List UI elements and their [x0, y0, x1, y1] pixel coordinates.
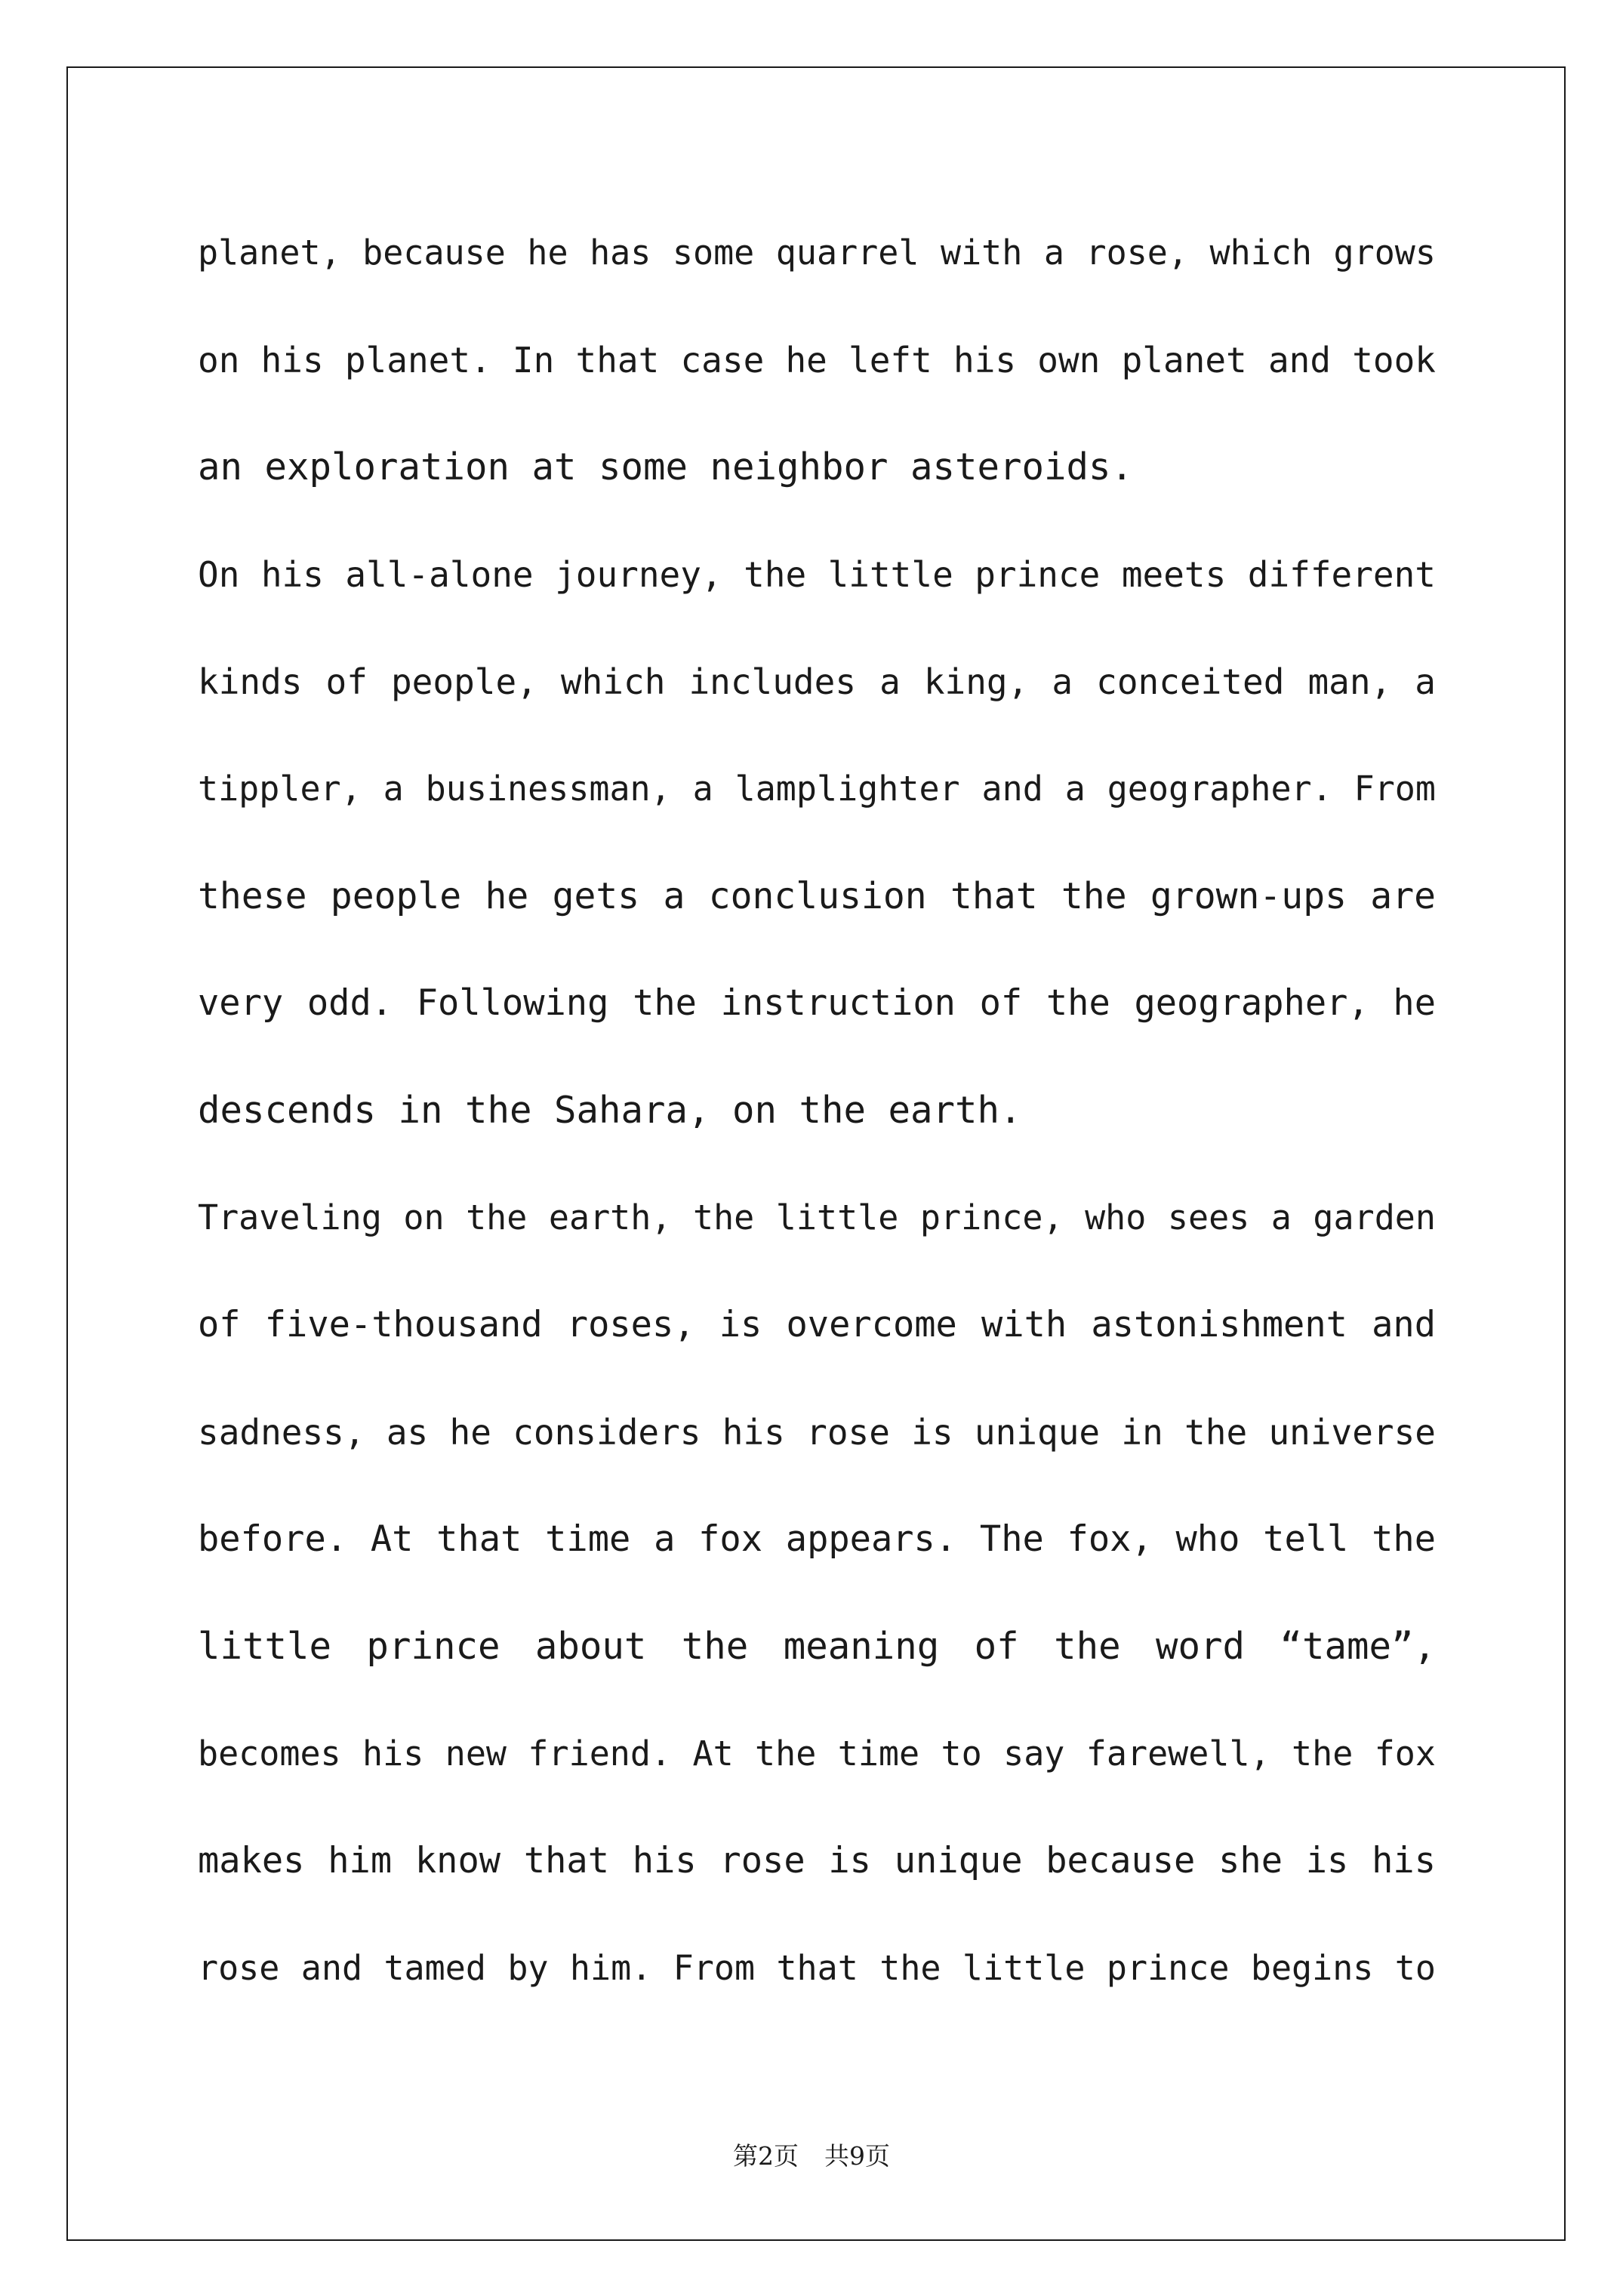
text-line: little prince about the meaning of the word “tame”,: [198, 1625, 1436, 1668]
page-number: 第2页: [733, 2141, 799, 2171]
text-line: planet, because he has some quarrel with a rose, which grows: [198, 233, 1436, 273]
page-total: 共9页: [824, 2141, 890, 2171]
text-line: On his all-alone journey, the little prince meets different: [198, 554, 1436, 595]
text-line: of five-thousand roses, is overcome with astonishment and: [198, 1304, 1436, 1345]
text-line: rose and tamed by him. From that the little prince begins to: [198, 1948, 1436, 1988]
text-line: an exploration at some neighbor asteroids.: [198, 445, 1134, 488]
text-line: tippler, a businessman, a lamplighter and a geographer. From: [198, 769, 1436, 809]
body-text: [198, 223, 1436, 2045]
text-line: kinds of people, which includes a king, a conceited man, a: [198, 661, 1436, 702]
text-line: before. At that time a fox appears. The fox, who tell the: [198, 1518, 1436, 1560]
text-line: Traveling on the earth, the little prince, who sees a garden: [198, 1197, 1436, 1237]
page-footer: [0, 2141, 1623, 2171]
text-line: descends in the Sahara, on the earth.: [198, 1089, 1022, 1132]
text-line: on his planet. In that case he left his own planet and took: [198, 340, 1436, 381]
text-line: these people he gets a conclusion that the grown-ups are: [198, 875, 1436, 917]
text-line: very odd. Following the instruction of the geographer, he: [198, 982, 1436, 1024]
text-line: makes him know that his rose is unique because she is his: [198, 1840, 1436, 1881]
text-line: becomes his new friend. At the time to say farewell, the fox: [198, 1734, 1436, 1774]
text-line: sadness, as he considers his rose is unique in the universe: [198, 1412, 1436, 1453]
